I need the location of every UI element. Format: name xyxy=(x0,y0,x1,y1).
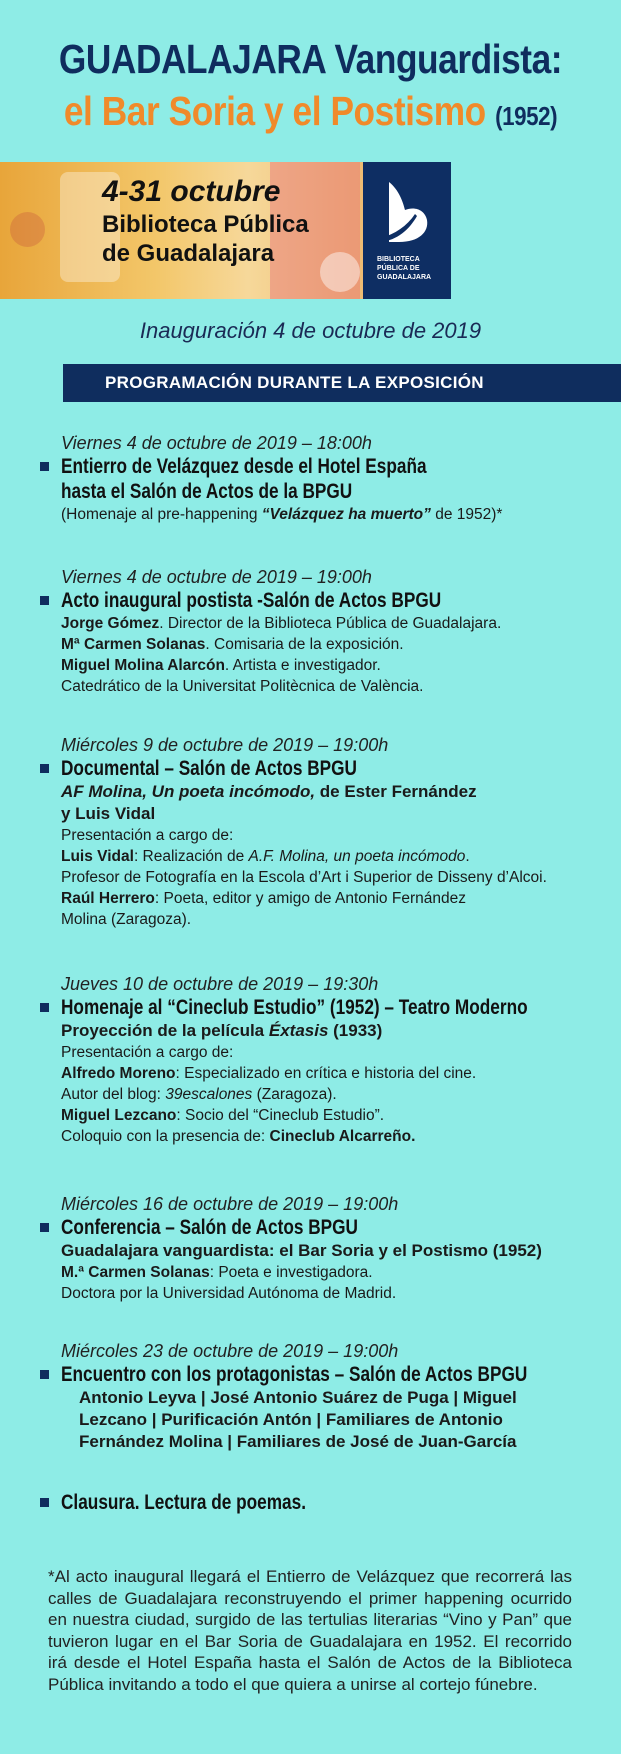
participants-line: Fernández Molina | Familiares de José de Juan-García xyxy=(79,1432,517,1451)
banner-artwork xyxy=(10,212,45,247)
event-title: Encuentro con los protagonistas – Salón de Actos BPGU xyxy=(61,1363,528,1386)
event-4 xyxy=(40,973,610,1147)
speaker xyxy=(61,1063,610,1084)
coloquio xyxy=(61,1126,610,1147)
banner-text xyxy=(102,174,309,268)
event-heading xyxy=(40,1215,610,1240)
note-emphasis: “Velázquez ha muerto” xyxy=(261,506,431,523)
exhibition-dates: 4-31 octubre xyxy=(102,175,281,208)
speaker-desc: : Realización de xyxy=(133,848,249,865)
venue-line-2: de Guadalajara xyxy=(102,240,275,267)
film-title xyxy=(61,781,610,803)
conference-title: Guadalajara vanguardista: el Bar Soria y el Postismo (1952) xyxy=(61,1241,542,1260)
library-logo xyxy=(363,162,451,299)
speaker-name: M.ª Carmen Solanas xyxy=(61,1264,210,1281)
event-title: Documental – Salón de Actos BPGU xyxy=(61,757,357,780)
speaker-extra: Molina (Zaragoza). xyxy=(61,911,192,928)
bullet-icon xyxy=(40,462,49,471)
speaker-name: Luis Vidal xyxy=(61,848,134,865)
event-title: Clausura. Lectura de poemas. xyxy=(61,1491,307,1514)
film-title xyxy=(61,1020,610,1042)
banner-artwork xyxy=(320,252,360,292)
speaker-name: Jorge Gómez xyxy=(61,615,160,632)
film-year: (1933) xyxy=(328,1021,383,1040)
speaker-desc-emphasis: A.F. Molina, un poeta incómodo xyxy=(248,848,466,865)
bullet-icon xyxy=(40,1498,49,1507)
title-year: (1952) xyxy=(495,101,558,131)
speaker-extra xyxy=(61,1084,610,1105)
speaker-desc: . Director de la Biblioteca Pública de Guadalajara. xyxy=(159,615,502,632)
event-5 xyxy=(40,1193,610,1304)
speaker xyxy=(61,613,610,634)
speaker-name: Miguel Molina Alarcón xyxy=(61,657,225,674)
event-heading xyxy=(40,588,610,613)
event-heading xyxy=(40,1490,610,1515)
speaker xyxy=(61,888,610,909)
participants-line: Antonio Leyva | José Antonio Suárez de Puga | Miguel xyxy=(79,1388,517,1407)
event-heading xyxy=(40,756,610,781)
logo-text-line: BIBLIOTECA xyxy=(377,256,420,263)
speaker-desc: : Socio del “Cineclub Estudio”. xyxy=(176,1107,385,1124)
bullet-icon xyxy=(40,1003,49,1012)
title-line-1: GUADALAJARA Vanguardista: xyxy=(58,36,563,82)
speaker-desc: . xyxy=(465,848,470,865)
event-3 xyxy=(40,734,610,930)
event-date: Viernes 4 de octubre de 2019 – 18:00h xyxy=(61,433,372,453)
event-7 xyxy=(40,1490,610,1515)
program-header-bar xyxy=(63,364,621,402)
bullet-icon xyxy=(40,596,49,605)
speaker-extra: Catedrático de la Universitat Politècnica de València. xyxy=(61,678,424,695)
speaker-desc: . Comisaria de la exposición. xyxy=(205,636,404,653)
blog-label: Autor del blog: xyxy=(61,1086,166,1103)
speaker xyxy=(61,1262,610,1283)
event-heading xyxy=(40,454,610,504)
library-b-icon xyxy=(377,180,433,250)
speaker-name: Miguel Lezcano xyxy=(61,1107,177,1124)
event-heading xyxy=(40,995,610,1020)
event-title: Homenaje al “Cineclub Estudio” (1952) – Teatro Moderno xyxy=(61,996,528,1019)
film-name: Éxtasis xyxy=(268,1021,329,1040)
event-1 xyxy=(40,432,610,525)
event-date: Jueves 10 de octubre de 2019 – 19:30h xyxy=(61,974,379,994)
event-date: Viernes 4 de octubre de 2019 – 19:00h xyxy=(61,567,372,587)
event-title: Acto inaugural postista -Salón de Actos BPGU xyxy=(61,589,442,612)
program-header-text: PROGRAMACIÓN DURANTE LA EXPOSICIÓN xyxy=(105,373,484,392)
speaker-extra: Doctora por la Universidad Autónoma de Madrid. xyxy=(61,1285,397,1302)
logo-text xyxy=(377,255,431,282)
event-title-cont: hasta el Salón de Actos de la BPGU xyxy=(61,480,353,503)
participants-line: Lezcano | Purificación Antón | Familiares de Antonio xyxy=(79,1410,503,1429)
title-line-2 xyxy=(43,88,577,135)
bullet-icon xyxy=(40,1370,49,1379)
inauguration-date: Inauguración 4 de octubre de 2019 xyxy=(139,318,482,343)
blog-city: (Zaragoza). xyxy=(252,1086,337,1103)
event-note xyxy=(61,504,610,525)
coloquio-name: Cineclub Alcarreño. xyxy=(269,1128,416,1145)
presentation-label: Presentación a cargo de: xyxy=(61,827,234,844)
blog-name: 39escalones xyxy=(165,1086,253,1103)
coloquio-label: Coloquio con la presencia de: xyxy=(61,1128,270,1145)
speaker xyxy=(61,655,610,676)
speaker-desc: : Especializado en crítica e historia del cine. xyxy=(175,1065,477,1082)
event-2 xyxy=(40,566,610,697)
title-subtitle: el Bar Soria y el Postismo xyxy=(63,88,486,134)
film-title-cont: y Luis Vidal xyxy=(61,804,156,823)
logo-text-line: PÚBLICA DE xyxy=(377,265,420,272)
bullet-icon xyxy=(40,1223,49,1232)
event-6 xyxy=(40,1340,610,1453)
speaker xyxy=(61,634,610,655)
note-text: de 1952)* xyxy=(430,506,503,523)
speaker-extra: Profesor de Fotografía en la Escola d’Art i Superior de Disseny d’Alcoi. xyxy=(61,869,547,886)
event-heading xyxy=(40,1362,610,1387)
presentation-label: Presentación a cargo de: xyxy=(61,1044,234,1061)
speaker-name: Raúl Herrero xyxy=(61,890,155,907)
event-title: Entierro de Velázquez desde el Hotel España xyxy=(61,455,427,478)
event-date: Miércoles 23 de octubre de 2019 – 19:00h xyxy=(61,1341,399,1361)
note-text: (Homenaje al pre-happening xyxy=(61,506,262,523)
logo-text-line: GUADALAJARA xyxy=(377,274,432,281)
film-authors: de Ester Fernández xyxy=(315,782,477,801)
film-label: Proyección de la película xyxy=(61,1021,269,1040)
bullet-icon xyxy=(40,764,49,773)
event-date: Miércoles 16 de octubre de 2019 – 19:00h xyxy=(61,1194,399,1214)
speaker xyxy=(61,846,610,867)
event-title: Conferencia – Salón de Actos BPGU xyxy=(61,1216,358,1239)
speaker-name: Alfredo Moreno xyxy=(61,1065,176,1082)
speaker-desc: : Poeta e investigadora. xyxy=(209,1264,373,1281)
speaker xyxy=(61,1105,610,1126)
speaker-desc: : Poeta, editor y amigo de Antonio Fernández xyxy=(154,890,466,907)
film-name: AF Molina, Un poeta incómodo, xyxy=(61,782,316,801)
speaker-name: Mª Carmen Solanas xyxy=(61,636,206,653)
speaker-desc: . Artista e investigador. xyxy=(224,657,381,674)
venue-line-1: Biblioteca Pública xyxy=(102,211,309,238)
event-date: Miércoles 9 de octubre de 2019 – 19:00h xyxy=(61,735,389,755)
footnote: *Al acto inaugural llegará el Entierro de Velázquez que recorrerá las calles de Guadalajara reconstruyendo el primer happening ocurrido en nuestra ciudad, surgido de las tertulias literarias “Vino y Pan” que tuvieron lugar en el Bar Soria de Guadalajara en 1952. El recorrido irá desde el Hotel España hasta el Salón de Actos de la Biblioteca Pública invitando a todo el que quiera a unirse al cortejo fúnebre. xyxy=(48,1567,572,1694)
